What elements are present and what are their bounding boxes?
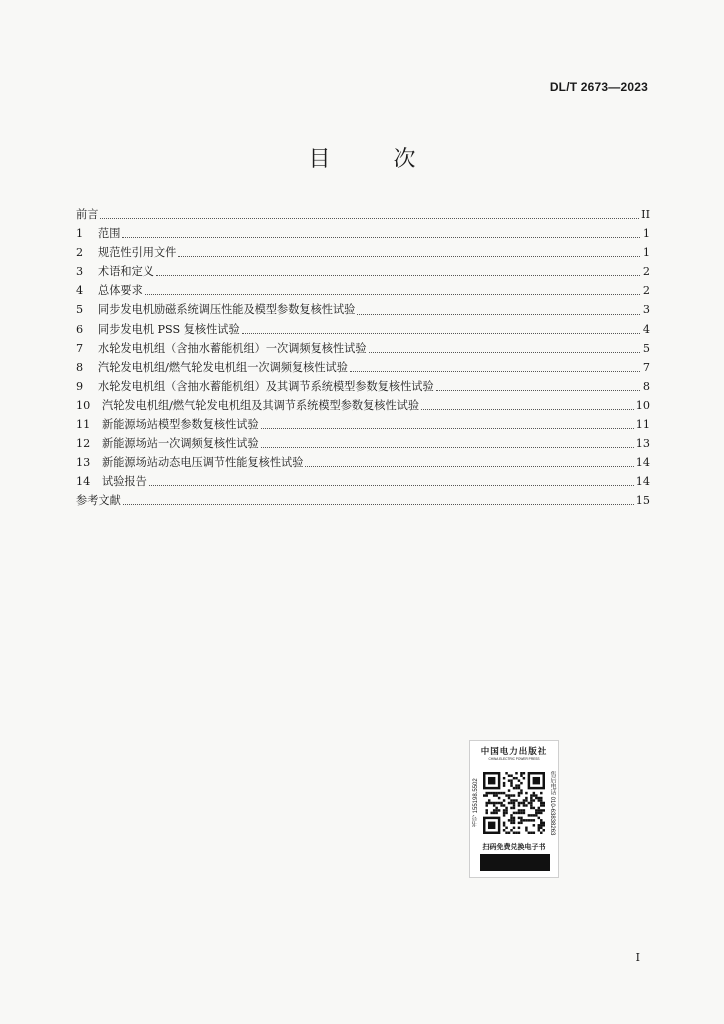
- toc-entry[interactable]: [76, 300, 650, 319]
- toc-entry-page: 3: [642, 303, 650, 317]
- toc-entry-number: 7: [76, 341, 84, 355]
- toc-entry-label: 汽轮发电机组/燃气轮发电机组及其调节系统模型参数复核性试验: [102, 398, 420, 412]
- toc-entry[interactable]: [76, 339, 650, 358]
- toc-entry-label: 试验报告: [102, 475, 147, 489]
- toc-leader-dots: [100, 218, 639, 219]
- toc-entry-label: 范围: [98, 227, 121, 241]
- toc-entry-page: 8: [642, 379, 650, 393]
- toc-leader-dots: [369, 352, 640, 353]
- standard-code: DL/T 2673—2023: [549, 80, 648, 94]
- toc-entry[interactable]: [76, 377, 650, 396]
- toc-entry-page: 5: [642, 341, 650, 355]
- toc-entry-page: 2: [642, 284, 650, 298]
- qr-code-icon[interactable]: [483, 766, 545, 840]
- toc-leader-dots: [350, 371, 640, 372]
- toc-entry-label: 总体要求: [98, 284, 143, 298]
- toc-leader-dots: [261, 447, 634, 448]
- toc-entry-label: 规范性引用文件: [98, 246, 177, 260]
- toc-entry-number: 14: [76, 475, 91, 489]
- toc-entry-label: 汽轮发电机组/燃气轮发电机组一次调频复核性试验: [98, 360, 348, 374]
- toc-entry-page: 4: [642, 322, 650, 336]
- toc-entry-label: 新能源场站模型参数复核性试验: [102, 418, 259, 432]
- toc-entry[interactable]: [76, 491, 650, 510]
- toc-entry-number: 11: [76, 418, 91, 432]
- toc-entry-number: 13: [76, 456, 91, 470]
- toc-entry-page: 15: [635, 494, 650, 508]
- toc-entry-label: 水轮发电机组（含抽水蓄能机组）及其调节系统模型参数复核性试验: [98, 379, 434, 393]
- toc-leader-dots: [149, 485, 634, 486]
- toc-leader-dots: [123, 504, 634, 505]
- toc-entry[interactable]: [76, 434, 650, 453]
- toc-entry[interactable]: [76, 453, 650, 472]
- toc-entry-label: 水轮发电机组（含抽水蓄能机组）一次调频复核性试验: [98, 341, 367, 355]
- toc-entry-label: 同步发电机 PSS 复核性试验: [98, 322, 240, 336]
- toc-entry-page: 7: [642, 360, 650, 374]
- toc-entry-label: 前言: [76, 208, 99, 221]
- toc-entry-number: 10: [76, 398, 91, 412]
- toc-leader-dots: [421, 409, 634, 410]
- toc-entry-number: 4: [76, 284, 84, 298]
- book-number: 书号 155198.5502: [473, 778, 479, 828]
- toc-leader-dots: [122, 237, 640, 238]
- toc-entry-page: II: [641, 208, 650, 221]
- toc-entry-page: 13: [635, 437, 650, 451]
- toc-leader-dots: [156, 275, 640, 276]
- page-number: I: [635, 951, 640, 964]
- toc-entry-label: 术语和定义: [98, 265, 154, 279]
- toc-entry-page: 1: [642, 227, 650, 241]
- redaction-bar: [480, 854, 550, 871]
- hotline: 售后电话 010-63838263: [549, 770, 555, 836]
- qr-redeem-panel: [469, 740, 559, 878]
- toc-entry-label: 参考文献: [76, 494, 121, 508]
- toc-entry[interactable]: [76, 281, 650, 300]
- toc-entry[interactable]: [76, 205, 650, 224]
- toc-entry-page: 10: [635, 398, 650, 412]
- toc-entry-number: 6: [76, 322, 84, 336]
- toc-leader-dots: [436, 390, 640, 391]
- toc-entry-number: 1: [76, 227, 84, 241]
- toc-entry-page: 1: [642, 246, 650, 260]
- publisher-name: 中国电力出版社: [480, 747, 548, 757]
- toc-entry[interactable]: [76, 320, 650, 339]
- toc-entry-number: 8: [76, 360, 84, 374]
- toc-entry[interactable]: [76, 243, 650, 262]
- toc-entry-label: 同步发电机励磁系统调压性能及模型参数复核性试验: [98, 303, 356, 317]
- page-title: 目 次: [308, 147, 444, 172]
- toc-leader-dots: [145, 294, 640, 295]
- toc-entry[interactable]: [76, 224, 650, 243]
- toc-entry-number: 12: [76, 437, 91, 451]
- toc-entry-page: 14: [635, 456, 650, 470]
- toc-entry-label: 新能源场站一次调频复核性试验: [102, 437, 259, 451]
- toc-leader-dots: [261, 428, 634, 429]
- publisher-name-en: CHINA ELECTRIC POWER PRESS: [488, 757, 540, 761]
- toc-entry[interactable]: [76, 415, 650, 434]
- toc-leader-dots: [242, 333, 640, 334]
- toc-entry-number: 2: [76, 246, 84, 260]
- toc-entry-page: 14: [635, 475, 650, 489]
- toc-entry-number: 5: [76, 303, 84, 317]
- toc-entry-page: 11: [635, 418, 650, 432]
- qr-caption: 扫码免费兑换电子书: [482, 843, 546, 851]
- table-of-contents: [76, 205, 650, 511]
- toc-entry-number: 3: [76, 265, 84, 279]
- toc-leader-dots: [357, 314, 640, 315]
- toc-entry[interactable]: [76, 472, 650, 491]
- toc-entry[interactable]: [76, 262, 650, 281]
- toc-leader-dots: [305, 466, 633, 467]
- toc-entry-number: 9: [76, 379, 84, 393]
- toc-entry-page: 2: [642, 265, 650, 279]
- toc-entry[interactable]: [76, 358, 650, 377]
- toc-entry[interactable]: [76, 396, 650, 415]
- toc-entry-label: 新能源场站动态电压调节性能复核性试验: [102, 456, 304, 470]
- toc-leader-dots: [178, 256, 640, 257]
